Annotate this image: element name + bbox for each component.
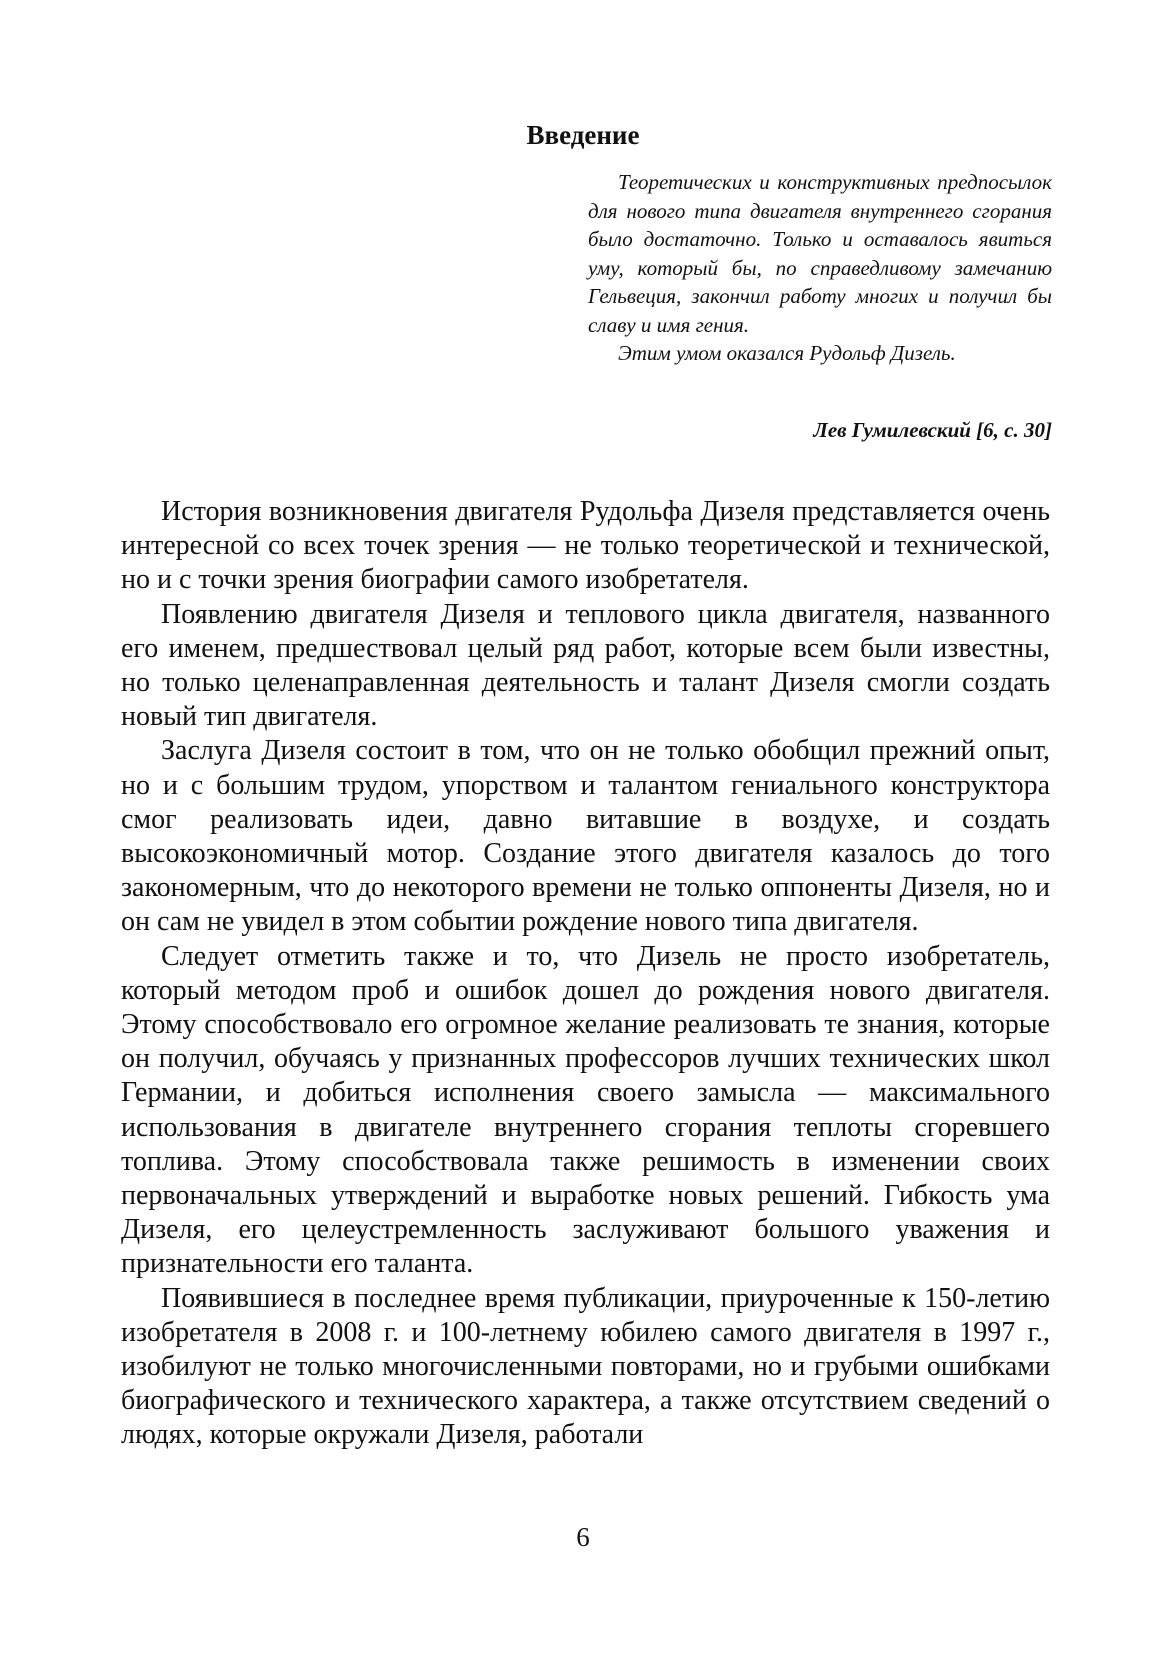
epigraph-text: Теоретических и конструктивных предпосылок для нового типа двигателя внутреннего сгорания было достаточно. Только и оставалось явиться уму, который бы, по справедливому замечанию Гельвеция, закончил работу многих и получил бы славу и имя гения.: [588, 170, 1052, 337]
epigraph-text: Этим умом оказался Рудольф Дизель.: [618, 341, 956, 365]
paragraph: История возникновения двигателя Рудольфа Дизеля представляется очень интересной со всех точек зрения — не только теоретической и технической, но и с точки зрения биографии самого изобретателя.: [121, 496, 1050, 596]
paragraph: Появлению двигателя Дизеля и теплового цикла двигателя, названного его именем, предшествовал целый ряд работ, которые всем были известны, но только целенаправленная деятельность и талант Дизеля смогли создать новый тип двигателя.: [121, 598, 1050, 733]
page-title: Введение: [526, 120, 640, 150]
paragraph: Заслуга Дизеля состоит в том, что он не только обобщил прежний опыт, но и с большим трудом, упорством и талантом гениального конструктора смог реализовать идеи, давно витавшие в воздухе, и создать высокоэкономичный мотор. Создание этого двигателя казалось до того закономерным, что до некоторого времени не только оппоненты Дизеля, но и он сам не увидел в этом событии рождение нового типа двигателя.: [121, 735, 1050, 938]
epigraph: [588, 168, 1052, 368]
epigraph-author: Лев Гумилевский [6, с. 30]: [813, 418, 1052, 442]
body-text: [121, 495, 1050, 1453]
paragraph: Следует отметить также и то, что Дизель не просто изобретатель, который методом проб и ошибок дошел до рождения нового двигателя. Этому способствовало его огромное желание реализовать те знания, которые он получил, обучаясь у признанных профессоров лучших технических школ Германии, и добиться исполнения своего замысла — максимального использования в двигателе внутреннего сгорания теплоты сгоревшего топлива. Этому способствовала также решимость в изменении своих первоначальных утверждений и выработке новых решений. Гибкость ума Дизеля, его целеустремленность заслуживают большого уважения и признательности его таланта.: [121, 940, 1050, 1280]
page-number: 6: [576, 1522, 590, 1552]
paragraph: Появившиеся в последнее время публикации, приуроченные к 150-летию изобретателя в 2008 г. и 100-летнему юбилею самого двигателя в 1997 г., изобилуют не только многочисленными повторами, но и грубыми ошибками биографического и технического характера, а также отсутствием сведений о людях, которые окружали Дизеля, работали: [121, 1282, 1050, 1451]
